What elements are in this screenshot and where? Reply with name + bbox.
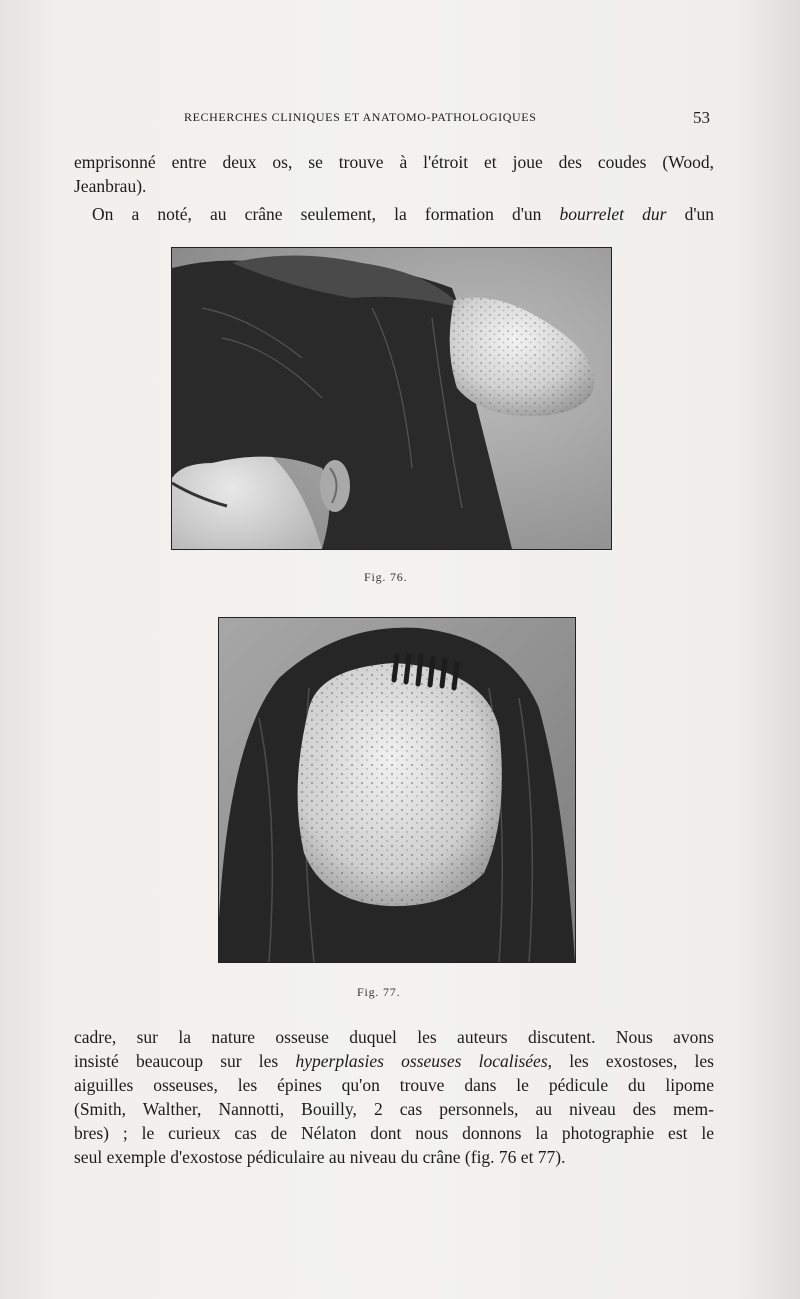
text-line: seul exemple d'exostose pédiculaire au niveau du crâne (fig. 76 et 77). (74, 1147, 566, 1167)
text-line: cadre, sur la nature osseuse duquel les auteurs discutent. Nous avons (74, 1027, 714, 1047)
figure-77-caption: Fig. 77. (357, 985, 401, 999)
text-line: aiguilles osseuses, les épines qu'on trouve dans le pédicule du lipome (74, 1075, 714, 1095)
figure-76-caption: Fig. 76. (364, 570, 408, 584)
figure-76-photo (171, 247, 612, 550)
italic-term: hyperplasies osseuses localisées (295, 1051, 548, 1071)
figure-77-photo (218, 617, 576, 963)
text-run: d'un (666, 204, 714, 224)
page-number: 53 (693, 108, 710, 127)
text-run: , les exostoses, les (547, 1051, 714, 1071)
text-line (74, 202, 714, 226)
text-line: bres) ; le curieux cas de Nélaton dont nous donnons la photographie est le (74, 1123, 714, 1143)
paragraph-bourrelet (74, 202, 714, 226)
photo-side-view (172, 248, 611, 549)
paragraph-opening (74, 150, 714, 198)
text-line: emprisonné entre deux os, se trouve à l'étroit et joue des coudes (Wood, (74, 152, 714, 172)
paragraph-closing (74, 1025, 714, 1169)
photo-back-view (219, 618, 575, 962)
text-line: (Smith, Walther, Nannotti, Bouilly, 2 cas personnels, au niveau des mem- (74, 1099, 714, 1119)
italic-term: bourrelet dur (559, 204, 667, 224)
running-title: RECHERCHES CLINIQUES ET ANATOMO-PATHOLOGIQUES (184, 110, 537, 124)
text-line (74, 1049, 714, 1073)
text-run: insisté beaucoup sur les (74, 1051, 296, 1071)
text-run: On a noté, au crâne seulement, la formation d'un (92, 204, 560, 224)
running-head (74, 108, 710, 132)
text-line: Jeanbrau). (74, 176, 147, 196)
